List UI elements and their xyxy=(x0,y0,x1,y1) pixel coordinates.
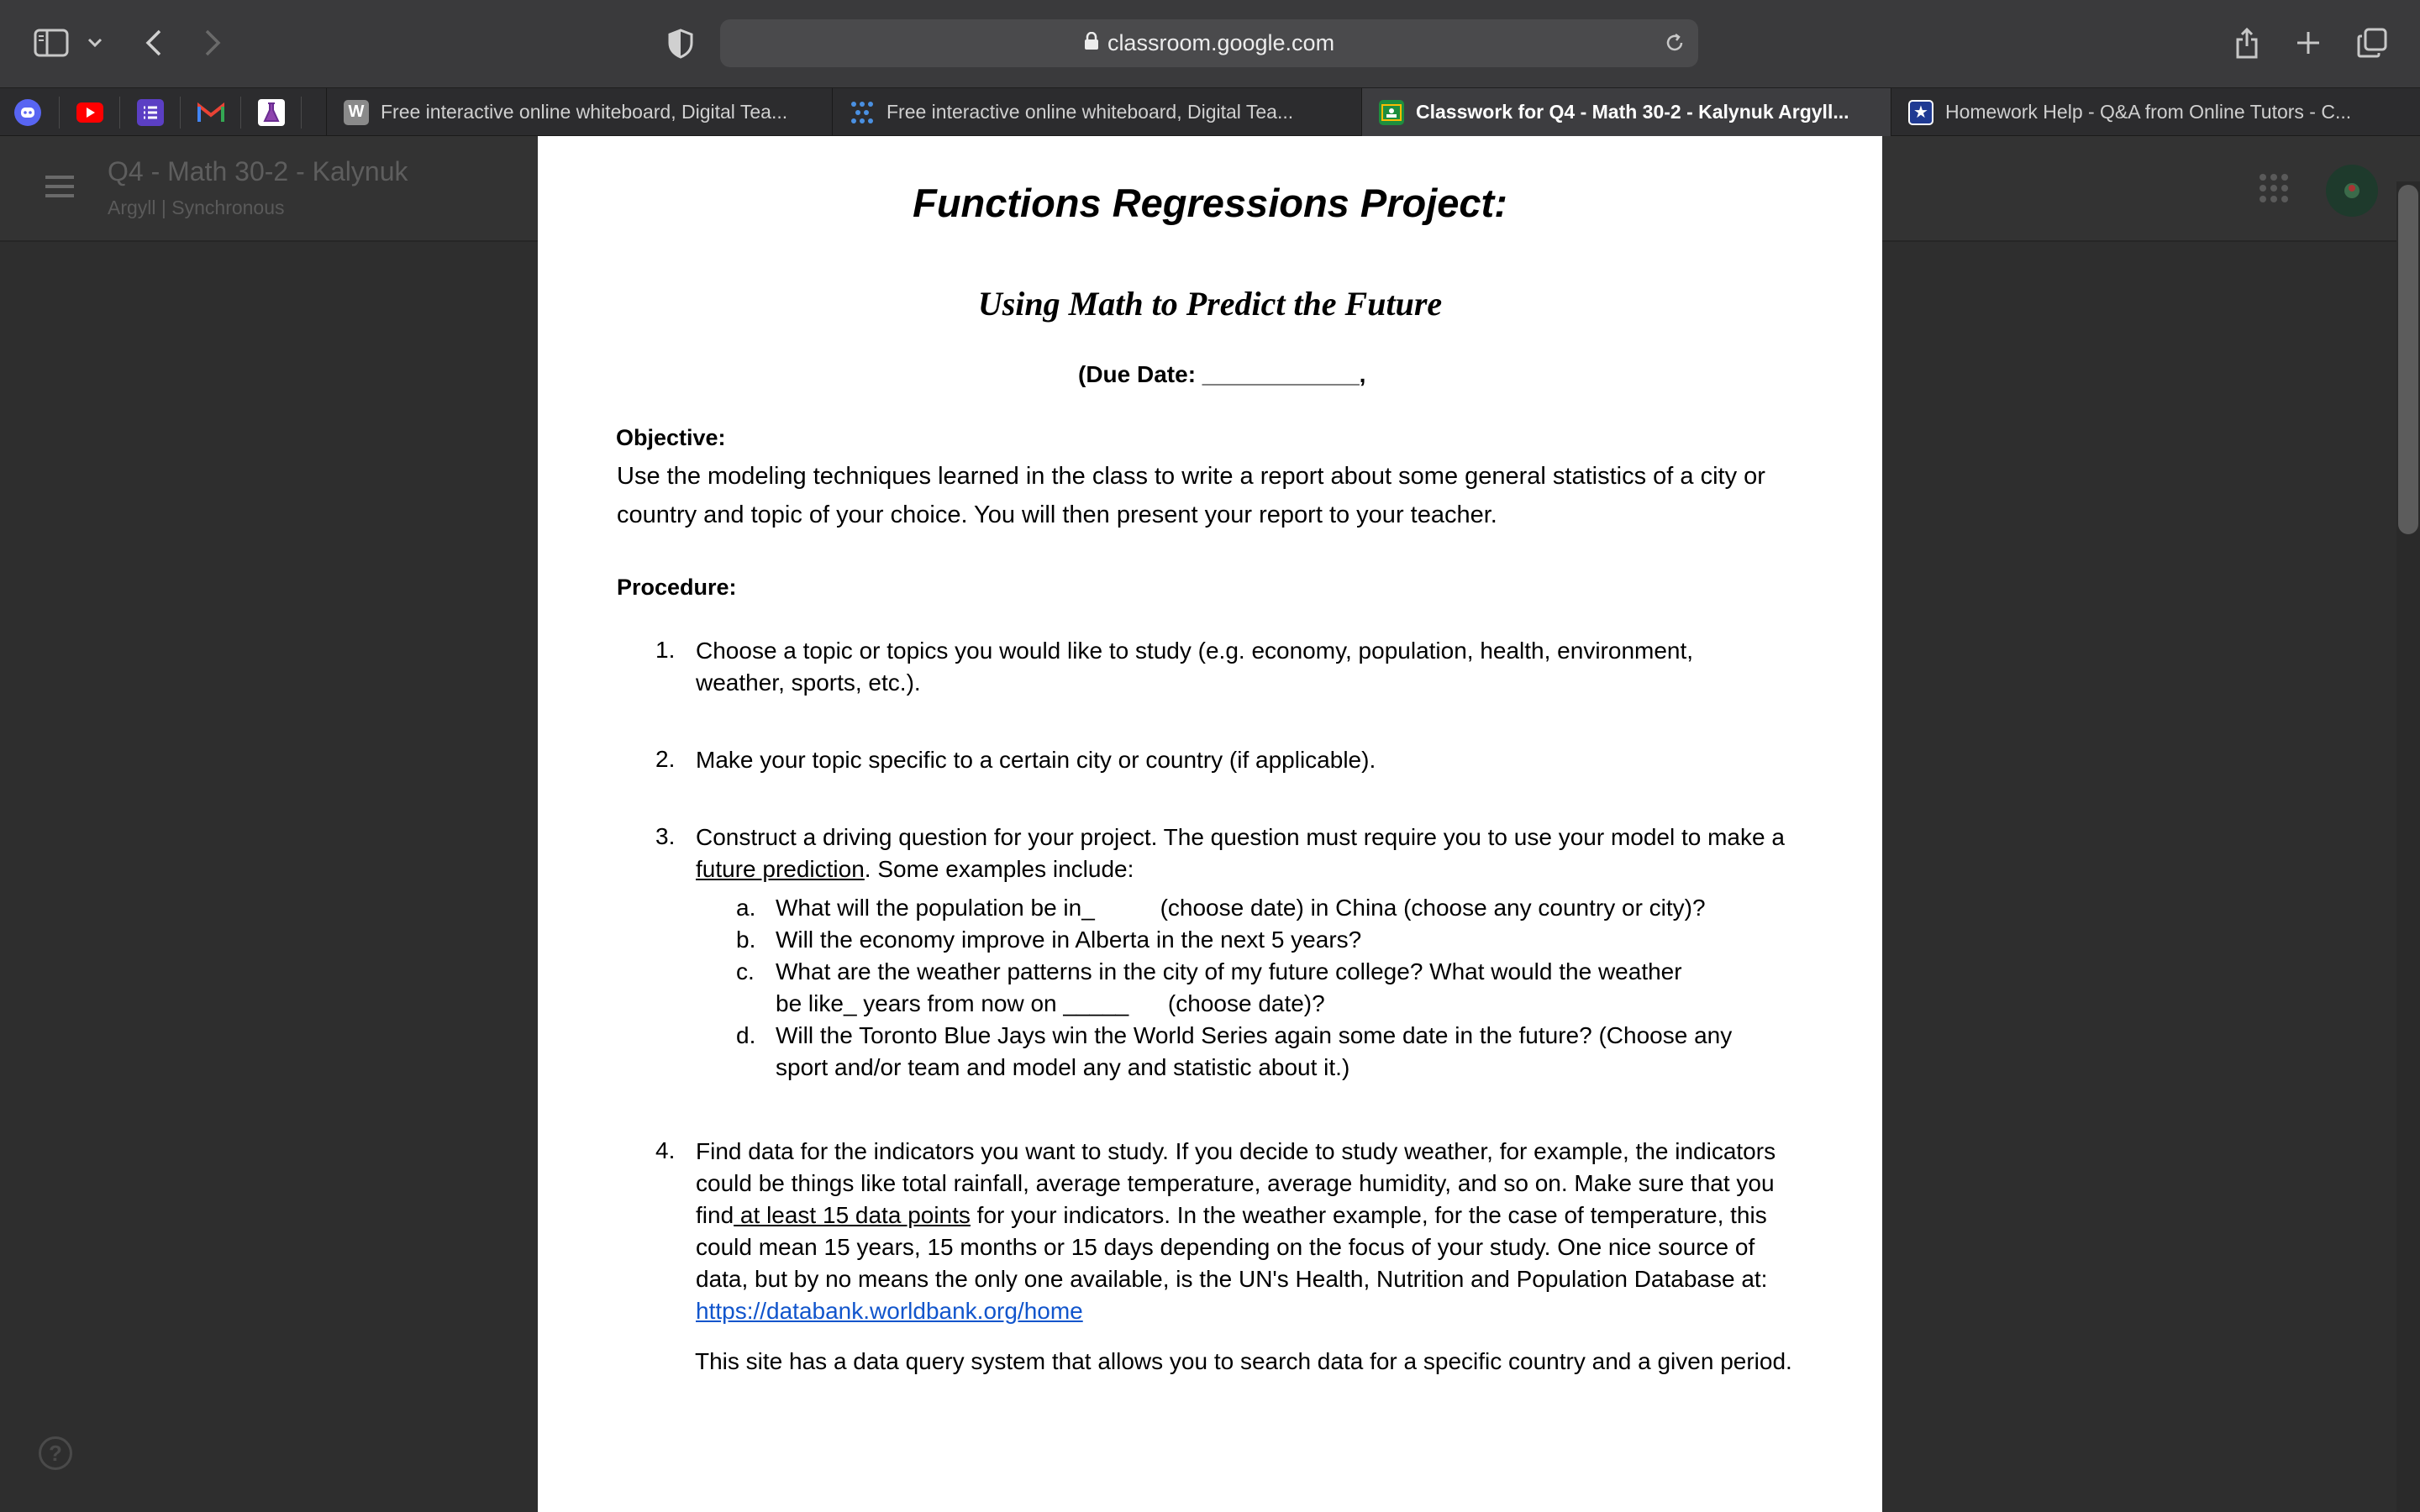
data-points-emphasis: at least 15 data points xyxy=(734,1202,971,1228)
apps-grid-icon[interactable] xyxy=(2259,173,2289,207)
back-icon[interactable] xyxy=(139,25,168,60)
youtube-icon xyxy=(76,102,104,123)
url-text: classroom.google.com xyxy=(1107,30,1335,55)
tab-title: Free interactive online whiteboard, Digital Tea... xyxy=(886,101,1294,123)
share-icon[interactable] xyxy=(2230,24,2264,62)
tab-overview-icon[interactable] xyxy=(2354,25,2390,60)
step-note: This site has a data query system that allows you to search data for a specific country and a given period. xyxy=(695,1348,1792,1374)
gmail-icon xyxy=(197,102,225,123)
example-text: What will the population be in_ (choose date) in China (choose any country or city)? xyxy=(776,895,1706,921)
tab-title: Classwork for Q4 - Math 30-2 - Kalynuk Argyll... xyxy=(1416,101,1849,123)
step-text: Choose a topic or topics you would like to study (e.g. economy, population, health, environment, weather, sports, etc.). xyxy=(696,638,1694,696)
menu-icon[interactable] xyxy=(44,175,76,202)
objective-text: Use the modeling techniques learned in the class to write a report about some general statistics of a city or country and topic of your choice. You will then present your report to your teacher. xyxy=(617,463,1765,528)
example-letter: b. xyxy=(736,927,756,953)
privacy-shield-icon[interactable] xyxy=(664,27,697,60)
browser-toolbar xyxy=(0,0,2420,87)
sidebar-toggle-icon[interactable] xyxy=(32,25,71,60)
step-number: 3. xyxy=(655,823,676,849)
example-letter: c. xyxy=(736,958,755,984)
forward-icon[interactable] xyxy=(198,25,227,60)
star-badge-icon: ★ xyxy=(1908,100,1933,125)
example-text: What are the weather patterns in the city of my future college? What would the weather be like_ years from now on _____ (choose date)? xyxy=(776,958,1689,1016)
step-text: Construct a driving question for your project. The question must require you to use your model to make a future prediction. Some examples include: xyxy=(696,824,1785,882)
address-bar[interactable] xyxy=(720,19,1698,67)
pinned-tab-lab[interactable] xyxy=(255,97,287,129)
worldbank-link[interactable]: https://databank.worldbank.org/home xyxy=(696,1298,1083,1324)
lock-icon xyxy=(1084,30,1099,56)
tab-title: Homework Help - Q&A from Online Tutors - C... xyxy=(1945,101,2352,123)
step-text: Find data for the indicators you want to study. If you decide to study weather, for example, the indicators could be things like total rainfall, average temperature, average humidity, and so on. Make sure that you find at least 15 data points for your indicators. In the weather example, for the case of temperature, this could mean 15 years, 15 months or 15 days depending on the focus of your study. One nice source of data, but by no means the only one available, is the UN's Health, Nutrition and Population Database at: https://databank.worldbank.org/home xyxy=(696,1138,1776,1324)
future-prediction-emphasis: future prediction xyxy=(696,856,865,882)
discord-icon xyxy=(13,98,42,127)
step-number: 2. xyxy=(655,746,676,772)
example-letter: d. xyxy=(736,1022,756,1048)
class-subtitle: Argyll | Synchronous xyxy=(108,197,285,218)
pinned-tab-tasks[interactable] xyxy=(134,97,166,129)
list-icon xyxy=(136,98,165,127)
chevron-down-icon[interactable] xyxy=(84,32,106,54)
tab-title: Free interactive online whiteboard, Digital Tea... xyxy=(381,101,788,123)
step-number: 1. xyxy=(655,637,676,663)
example-text: Will the Toronto Blue Jays win the World Series again some date in the future? (Choose any sport and/or team and model any and statistic about it.) xyxy=(776,1022,1733,1080)
tab-whiteboard-2[interactable] xyxy=(832,88,1361,136)
document-title: Functions Regressions Project: xyxy=(913,181,1507,225)
new-tab-icon[interactable] xyxy=(2292,27,2324,59)
flask-icon xyxy=(257,98,286,127)
example-letter: a. xyxy=(736,895,756,921)
procedure-label: Procedure: xyxy=(617,575,737,600)
example-text: Will the economy improve in Alberta in the next 5 years? xyxy=(776,927,1362,953)
due-date: (Due Date: ____________, xyxy=(1078,361,1366,387)
pinned-tab-youtube[interactable] xyxy=(74,97,106,129)
pinned-tab-gmail[interactable] xyxy=(195,97,227,129)
scrollbar-thumb[interactable] xyxy=(2398,185,2418,534)
avatar[interactable] xyxy=(2326,165,2378,217)
reload-icon[interactable] xyxy=(1663,31,1686,60)
tab-whiteboard-1[interactable] xyxy=(326,88,832,136)
google-classroom-icon xyxy=(1379,100,1404,125)
document-page xyxy=(538,136,1882,1512)
whiteboard-w-icon: W xyxy=(344,100,369,125)
tab-homework-help[interactable] xyxy=(1891,88,2420,136)
step-number: 4. xyxy=(655,1137,676,1163)
class-title[interactable]: Q4 - Math 30-2 - Kalynuk xyxy=(108,156,408,186)
whiteboard-grid-icon xyxy=(850,100,875,125)
document-subtitle: Using Math to Predict the Future xyxy=(977,285,1443,323)
objective-label: Objective: xyxy=(616,425,726,450)
tab-bar xyxy=(0,87,2420,136)
tab-classwork[interactable] xyxy=(1361,88,1891,136)
help-icon[interactable]: ? xyxy=(39,1436,72,1470)
pinned-tab-discord[interactable] xyxy=(12,97,44,129)
step-text: Make your topic specific to a certain city or country (if applicable). xyxy=(696,747,1376,773)
